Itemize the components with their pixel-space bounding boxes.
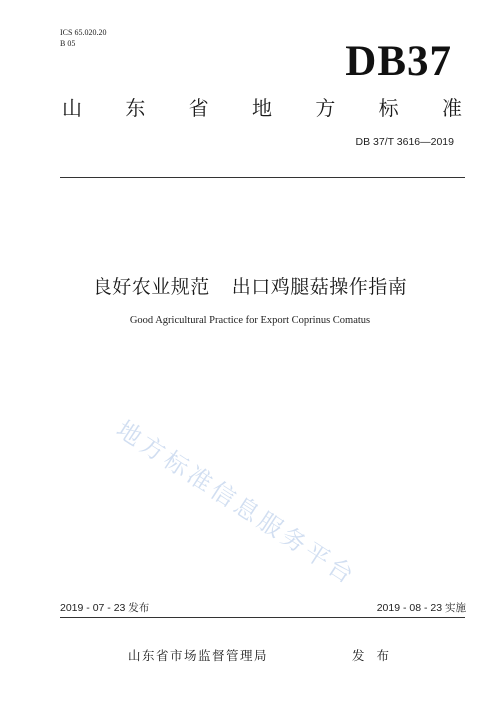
- standard-type-char: 省: [188, 96, 209, 120]
- standard-type-char: 标: [378, 96, 399, 120]
- standard-mark: DB37: [345, 38, 452, 85]
- classification-code: B 05: [60, 39, 76, 48]
- bottom-divider: [60, 617, 465, 618]
- implement-date: 2019 - 08 - 23 实施: [376, 602, 466, 614]
- top-divider: [60, 177, 465, 178]
- standard-type-char: 地: [251, 96, 272, 120]
- issue-label: 发 布: [352, 648, 393, 663]
- publish-date: 2019 - 07 - 23 发布: [60, 602, 150, 614]
- title-part-2: 出口鸡腿菇操作指南: [231, 276, 408, 298]
- issuing-authority: 山东省市场监督管理局: [128, 648, 269, 663]
- ics-block: [60, 27, 106, 49]
- ics-code: ICS 65.020.20: [60, 28, 107, 37]
- title-part-1: 良好农业规范: [92, 276, 210, 298]
- standard-type-char: 准: [441, 96, 462, 120]
- standard-type-title: [62, 98, 462, 118]
- standard-type-char: 东: [125, 96, 146, 120]
- document-title-zh: [0, 272, 500, 299]
- standard-type-char: 山: [62, 96, 82, 120]
- document-title-en: Good Agricultural Practice for Export Coprinus Comatus: [129, 315, 371, 326]
- standard-type-char: 方: [315, 96, 336, 120]
- standard-code: DB 37/T 3616—2019: [355, 136, 454, 148]
- watermark-text: 地方标准信息服务平台: [111, 415, 362, 592]
